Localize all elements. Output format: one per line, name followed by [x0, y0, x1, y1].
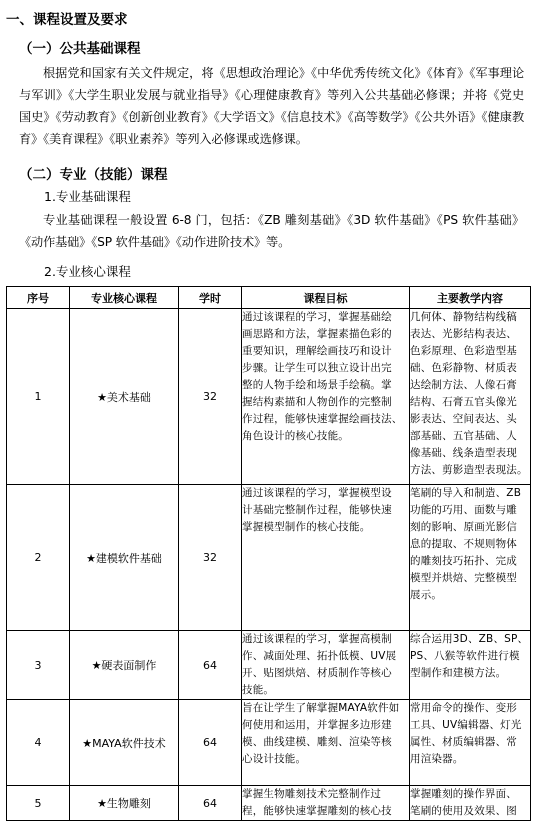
- core-course-table: [6, 286, 531, 821]
- table-row: [7, 485, 531, 631]
- table-row: [7, 786, 531, 821]
- cell-teaching-content: [410, 485, 531, 631]
- content-line: 几何体、静物结构线稿: [410, 311, 517, 323]
- header-no: 序号: [7, 287, 70, 309]
- table-row: [7, 700, 531, 786]
- content-line: 表达、光影结构表达、: [410, 328, 517, 340]
- cell-hours: 64: [179, 786, 242, 821]
- content-line: 模型并烘焙、完整模型: [410, 572, 517, 584]
- goal-line: 通过该课程的学习，掌握高模制: [242, 633, 392, 645]
- cell-hours: 32: [179, 309, 242, 485]
- table-row: [7, 631, 531, 700]
- cell-course-name: ★硬表面制作: [70, 631, 179, 700]
- goal-line: 程，能够快速掌握雕刻的核心技: [242, 805, 392, 817]
- paragraph-professional-basic: 专业基础课程一般设置 6-8 门，包括：《ZB 雕刻基础》《3D 软件基础》《PS 软件基础》《动作基础》《SP 软件基础》《动作进阶技术》等。: [19, 213, 524, 249]
- content-line: 达绘制方法、人像石膏: [410, 379, 517, 391]
- cell-teaching-content: [410, 309, 531, 485]
- goal-line: 计基础完整制作过程，能够快速: [242, 504, 392, 516]
- content-line: 属性、材质编辑器、常: [410, 736, 517, 748]
- cell-no: 4: [7, 700, 70, 786]
- cell-course-name: ★建模软件基础: [70, 485, 179, 631]
- content-line: 像基础、线条造型表现: [410, 447, 517, 459]
- cell-no: 5: [7, 786, 70, 821]
- header-content: 主要教学内容: [410, 287, 531, 309]
- content-line: 的雕刻技巧拓扑、完成: [410, 555, 517, 567]
- goal-line: 重要知识，理解绘画技巧和设计: [242, 345, 392, 357]
- goal-line: 掌握生物雕刻技术完整制作过: [242, 788, 382, 800]
- cell-no: 2: [7, 485, 70, 631]
- content-line: PS、八猴等软件进行模: [410, 650, 520, 662]
- heading-professional-basic: 1.专业基础课程: [44, 189, 131, 204]
- content-line: 色彩原理、色彩造型基: [410, 345, 517, 357]
- goal-line: 作过程，能够快速掌握绘画技法、: [242, 413, 403, 425]
- goal-line: 开、贴图烘焙、材质制作等核心: [242, 667, 392, 679]
- content-line: 笔刷的导入和制造、ZB: [410, 487, 522, 499]
- cell-course-goal: [242, 786, 410, 821]
- content-line: 用渲染器。: [410, 753, 464, 765]
- header-goal: 课程目标: [242, 287, 410, 309]
- cell-course-goal: [242, 309, 410, 485]
- cell-hours: 32: [179, 485, 242, 631]
- goal-line: 心设计技能。: [242, 753, 307, 765]
- cell-course-name: ★MAYA软件技术: [70, 700, 179, 786]
- content-line: 常用命令的操作、变形: [410, 702, 517, 714]
- cell-course-goal: [242, 631, 410, 700]
- content-line: 刻的影响、原画光影信: [410, 521, 517, 533]
- content-line: 笔刷的使用及效果、图: [410, 805, 517, 817]
- paragraph-public-courses: 根据党和国家有关文件规定，将《思想政治理论》《中华优秀传统文化》《体育》《军事理论与军训》《大学生职业发展与就业指导》《心理健康教育》等列入公共基础必修课；并将《党史国史》《劳动教育》《创新创业教育》《大学语文》《信息技术》《高等数学》《公共外语》《健康教育》《美育课程》《职业素养》等列入必修课或选修课。: [19, 66, 524, 146]
- goal-line: 通过该课程的学习，掌握模型设: [242, 487, 392, 499]
- goal-line: 掌握模型制作的核心技能。: [242, 521, 371, 533]
- goal-line: 旨在让学生了解掌握MAYA软件如: [242, 702, 400, 714]
- content-line: 息的提取、不规则物体: [410, 538, 517, 550]
- goal-line: 技能。: [242, 684, 275, 696]
- cell-no: 3: [7, 631, 70, 700]
- goal-line: 通过该课程的学习，掌握基础绘: [242, 311, 392, 323]
- heading-professional-courses: （二）专业（技能）课程: [19, 167, 168, 183]
- content-line: 部基础、五官基础、人: [410, 430, 517, 442]
- content-line: 掌握雕刻的操作界面、: [410, 788, 517, 800]
- heading-professional-core: 2.专业核心课程: [44, 264, 131, 279]
- cell-course-name: ★生物雕刻: [70, 786, 179, 821]
- cell-no: 1: [7, 309, 70, 485]
- content-line: 功能的巧用、面数与雕: [410, 504, 517, 516]
- content-line: 工具、UV编辑器、灯光: [410, 719, 522, 731]
- goal-line: 模、曲线建模、雕刻、渲染等核: [242, 736, 392, 748]
- goal-line: 握结构素描和人物创作的完整制: [242, 396, 392, 408]
- cell-teaching-content: [410, 631, 531, 700]
- cell-teaching-content: [410, 786, 531, 821]
- cell-course-goal: [242, 485, 410, 631]
- goal-line: 步骤。让学生可以独立设计出完: [242, 362, 392, 374]
- content-line: 型制作和建模方法。: [410, 667, 507, 679]
- goal-line: 何使用和运用，并掌握多边形建: [242, 719, 392, 731]
- cell-hours: 64: [179, 631, 242, 700]
- cell-hours: 64: [179, 700, 242, 786]
- heading-course-settings: 一、课程设置及要求: [6, 12, 128, 28]
- header-course: 专业核心课程: [70, 287, 179, 309]
- table-row: [7, 309, 531, 485]
- content-line: 结构、石膏五官头像光: [410, 396, 517, 408]
- goal-line: 画思路和方法，掌握素描色彩的: [242, 328, 392, 340]
- goal-line: 角色设计的核心技能。: [242, 430, 349, 442]
- content-line: 影表达、空间表达、头: [410, 413, 517, 425]
- content-line: 综合运用3D、ZB、SP、: [410, 633, 529, 645]
- cell-teaching-content: [410, 700, 531, 786]
- table-header-row: [7, 287, 531, 309]
- content-line: 方法、剪影造型表现法。: [410, 464, 528, 476]
- cell-course-name: ★美术基础: [70, 309, 179, 485]
- goal-line: 整的人物手绘和场景手绘稿。掌: [242, 379, 392, 391]
- content-line: 展示。: [410, 589, 443, 601]
- header-hours: 学时: [179, 287, 242, 309]
- goal-line: 作、减面处理、拓扑低模、UV展: [242, 650, 397, 662]
- cell-course-goal: [242, 700, 410, 786]
- content-line: 础、色彩静物、材质表: [410, 362, 517, 374]
- heading-public-courses: （一）公共基础课程: [19, 41, 141, 57]
